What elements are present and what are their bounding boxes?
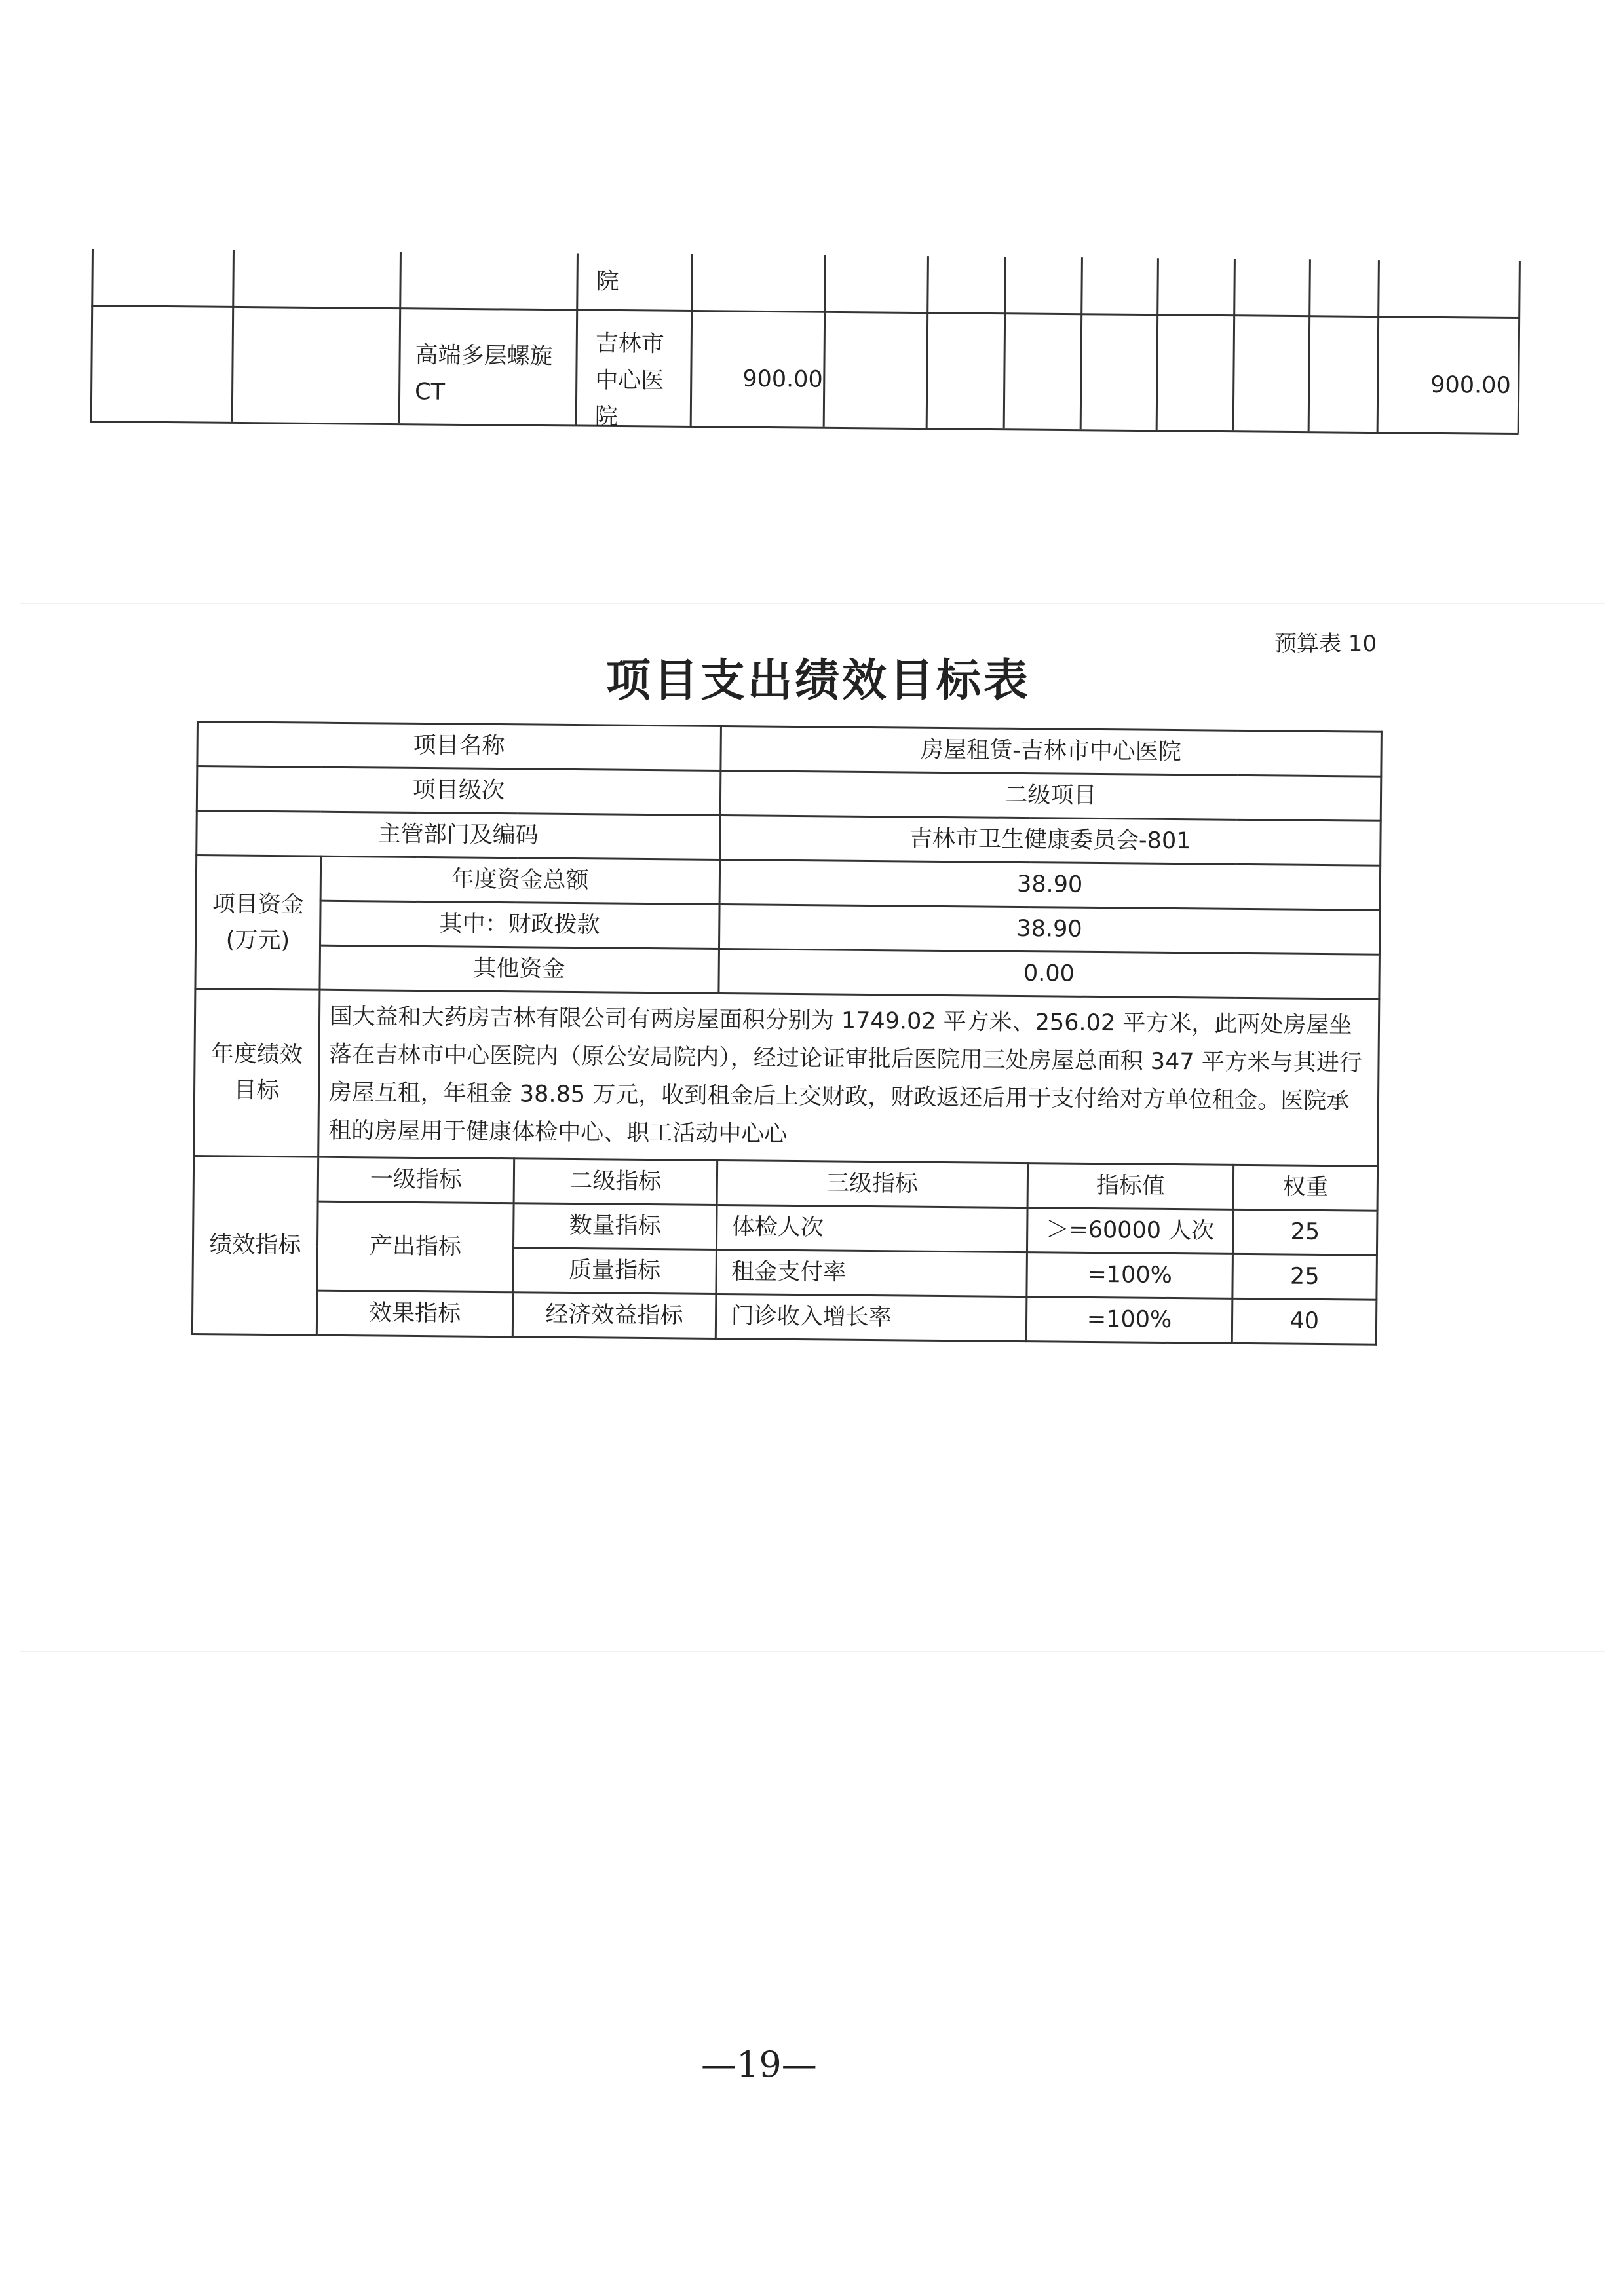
annual-total-value: 38.90	[719, 859, 1381, 910]
weight-cell: 25	[1232, 1254, 1377, 1300]
department-label: 主管部门及编码	[197, 811, 720, 860]
scan-line	[20, 1651, 1605, 1652]
table-rule	[823, 255, 826, 427]
table-row	[194, 988, 1379, 1166]
department-value: 吉林市卫生健康委员会-801	[719, 815, 1381, 865]
level1-cell: 效果指标	[316, 1290, 513, 1337]
table-rule	[1518, 261, 1521, 433]
header-level2: 二级指标	[514, 1159, 717, 1205]
scan-line	[20, 603, 1605, 604]
project-name-value: 房屋租赁-吉林市中心医院	[720, 726, 1381, 776]
funds-label: 项目资金 (万元)	[195, 856, 320, 990]
level1-cell: 产出指标	[317, 1201, 514, 1292]
fiscal-label: 其中：财政拨款	[320, 901, 719, 949]
table-rule	[1377, 260, 1380, 432]
table-rule	[90, 421, 1519, 435]
project-name-label: 项目名称	[197, 722, 721, 771]
table-row	[193, 1200, 1378, 1255]
level3-cell: 体检人次	[716, 1205, 1027, 1252]
page-title: 项目支出绩效目标表	[606, 655, 1031, 707]
form-number: 预算表 10	[1274, 631, 1377, 657]
level2-cell: 质量指标	[513, 1248, 716, 1294]
previous-table-fragment	[90, 249, 1527, 474]
level3-cell: 门诊收入增长率	[716, 1294, 1027, 1341]
level2-cell: 经济效益指标	[512, 1292, 716, 1339]
table-rule	[1308, 259, 1311, 431]
table-rule	[90, 249, 94, 421]
table-rule	[1003, 257, 1006, 428]
table-rule	[91, 305, 1519, 319]
table-rule	[1080, 257, 1083, 429]
table-row	[192, 1289, 1377, 1344]
header-weight: 权重	[1233, 1165, 1377, 1211]
performance-target-table	[191, 721, 1383, 1346]
annual-goal-label: 年度绩效 目标	[194, 988, 320, 1157]
table-rule	[398, 252, 402, 423]
annual-goal-text: 国大益和大药房吉林有限公司有两房屋面积分别为 1749.02 平方米、256.02 平方米，此两处房屋坐落在吉林市中心医院内（原公安局院内），经过论证审批后医院用三处房屋总面积 347 平方米与其进行房屋互租，年租金 38.85 万元，收到租金后上交财政，财政返还后用于支付给对方单位租金。医院承租的房屋用于健康体检中心、职工活动中心心	[318, 990, 1379, 1166]
header-value: 指标值	[1027, 1163, 1234, 1210]
total-cell: 900.00	[1430, 371, 1511, 399]
project-cell: 高端多层螺旋CT	[414, 342, 553, 405]
table-rule	[1156, 258, 1159, 430]
table-rule	[926, 256, 929, 428]
other-funds-value: 0.00	[718, 949, 1379, 999]
weight-cell: 25	[1233, 1209, 1377, 1255]
table-rule	[575, 253, 579, 424]
unit-cell: 院	[596, 268, 619, 295]
unit-cell: 吉林市中心医院	[594, 330, 664, 431]
header-level1: 一级指标	[318, 1157, 514, 1203]
amount-cell: 900.00	[742, 366, 823, 393]
level2-cell: 数量指标	[514, 1203, 717, 1250]
page-number: —19—	[701, 2044, 817, 2085]
performance-indicators-label: 绩效指标	[192, 1156, 318, 1335]
level3-cell: 租金支付率	[716, 1249, 1027, 1296]
fiscal-value: 38.90	[719, 904, 1380, 954]
table-rule	[690, 254, 693, 426]
value-cell: =100%	[1026, 1297, 1232, 1344]
weight-cell: 40	[1232, 1298, 1377, 1344]
annual-total-label: 年度资金总额	[320, 856, 719, 904]
project-level-value: 二级项目	[720, 770, 1381, 821]
value-cell: =100%	[1027, 1252, 1233, 1299]
other-funds-label: 其他资金	[320, 945, 719, 993]
value-cell: ＞=60000 人次	[1027, 1208, 1233, 1254]
table-rule	[1232, 259, 1236, 430]
header-level3: 三级指标	[717, 1160, 1028, 1207]
project-level-label: 项目级次	[197, 766, 720, 816]
table-rule	[231, 250, 235, 422]
